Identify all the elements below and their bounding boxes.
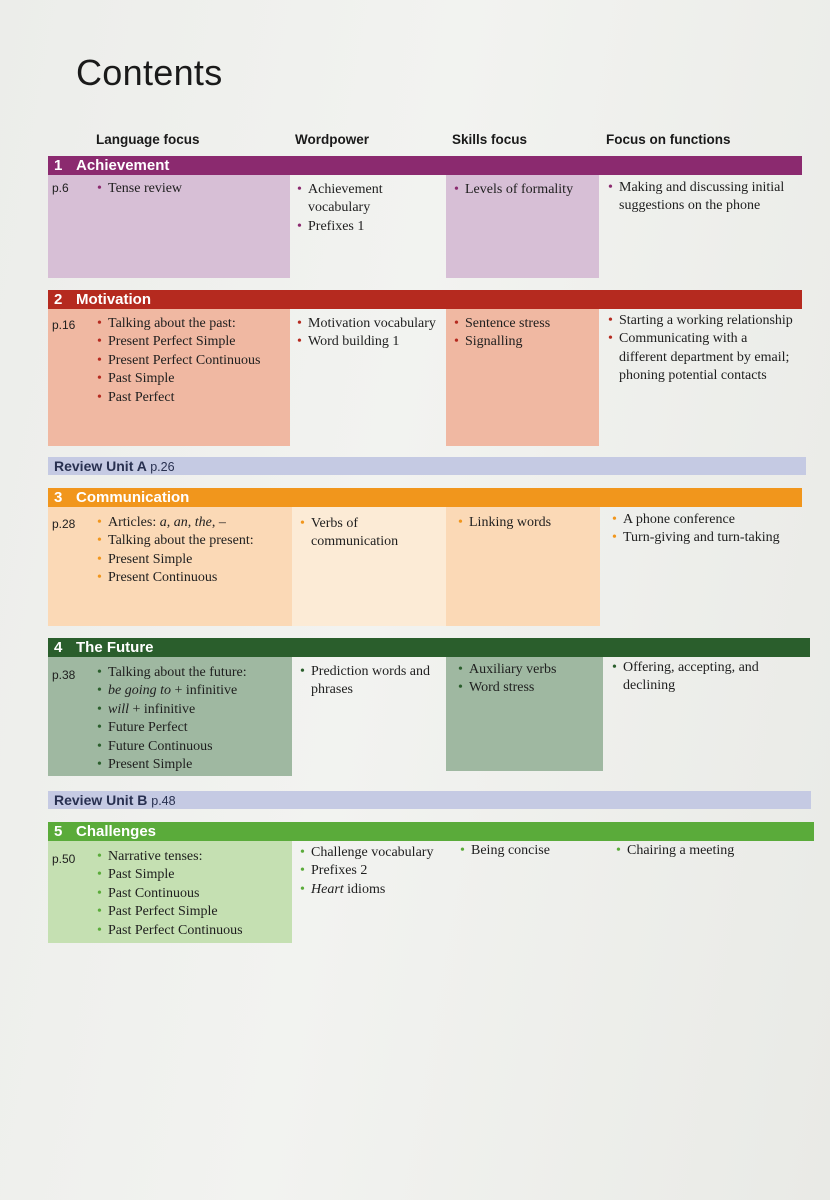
unit-3-skills-list bbox=[458, 514, 598, 532]
list-item: • Prefixes 1 bbox=[297, 218, 445, 236]
column-header-wordpower: Wordpower bbox=[295, 132, 369, 147]
unit-4-functions-list bbox=[612, 659, 807, 696]
page-title: Contents bbox=[76, 52, 223, 93]
unit-5-wordpower-list bbox=[300, 844, 450, 899]
list-item: • Linking words bbox=[458, 514, 598, 532]
list-item: • Word building 1 bbox=[297, 333, 445, 351]
unit-2-language-list bbox=[97, 315, 289, 407]
unit-4-wordpower-list bbox=[300, 663, 443, 700]
list-item: • Past Perfect Continuous bbox=[97, 922, 289, 940]
unit-4-page-ref: p.38 bbox=[52, 668, 76, 682]
unit-number: 1 bbox=[54, 157, 63, 174]
list-item: • Present Simple bbox=[97, 756, 289, 774]
unit-3-language-list bbox=[97, 514, 289, 588]
unit-4-language-list bbox=[97, 664, 289, 774]
list-item: • Past Continuous bbox=[97, 885, 289, 903]
list-item: • Levels of formality bbox=[454, 181, 599, 199]
list-item: • Sentence stress bbox=[454, 315, 599, 333]
list-item: • Being concise bbox=[460, 842, 600, 860]
list-item: • Future Continuous bbox=[97, 738, 289, 756]
unit-title: Communication bbox=[76, 489, 190, 506]
unit-2-functions-list bbox=[608, 312, 793, 386]
unit-2-wordpower-list bbox=[297, 315, 445, 352]
unit-5-functions-list bbox=[616, 842, 806, 860]
list-item: • Motivation vocabulary bbox=[297, 315, 445, 333]
unit-5-language-list bbox=[97, 848, 289, 940]
list-item: • Verbs of communication bbox=[300, 515, 443, 552]
review-unit-page-ref: p.48 bbox=[151, 794, 176, 808]
list-item: • Turn-giving and turn-taking bbox=[612, 529, 807, 547]
list-item: • Prefixes 2 bbox=[300, 862, 450, 880]
list-item: • Communicating with a different department by email; phoning potential contacts bbox=[608, 330, 793, 385]
list-item: • Signalling bbox=[454, 333, 599, 351]
unit-1-wordpower-list bbox=[297, 181, 445, 236]
list-item: • be going to + infinitive bbox=[97, 682, 289, 700]
unit-number: 4 bbox=[54, 639, 63, 656]
unit-title: Motivation bbox=[76, 291, 151, 308]
list-item: • Challenge vocabulary bbox=[300, 844, 450, 862]
unit-4-skills-list bbox=[458, 661, 601, 698]
unit-2-page-ref: p.16 bbox=[52, 318, 76, 332]
list-item: • Tense review bbox=[97, 180, 287, 198]
unit-4-header bbox=[48, 638, 810, 657]
unit-2-skills-list bbox=[454, 315, 599, 352]
unit-3-wordpower-list bbox=[300, 515, 443, 552]
unit-2-header bbox=[48, 290, 802, 309]
unit-number: 3 bbox=[54, 489, 63, 506]
unit-3-page-ref: p.28 bbox=[52, 517, 76, 531]
column-header-focus-on-functions: Focus on functions bbox=[606, 132, 731, 147]
list-item: • Past Perfect bbox=[97, 389, 289, 407]
list-item: • will + infinitive bbox=[97, 701, 289, 719]
review-unit-label: Review Unit B bbox=[54, 792, 148, 808]
list-item: • Chairing a meeting bbox=[616, 842, 806, 860]
unit-number: 5 bbox=[54, 823, 63, 840]
list-item: • Articles: a, an, the, – bbox=[97, 514, 289, 532]
list-item: • Word stress bbox=[458, 679, 601, 697]
column-header-skills-focus: Skills focus bbox=[452, 132, 528, 147]
list-item: • Narrative tenses: bbox=[97, 848, 289, 866]
unit-3-header bbox=[48, 488, 802, 507]
list-item: • Past Perfect Simple bbox=[97, 903, 289, 921]
unit-1-page-ref: p.6 bbox=[52, 181, 69, 195]
list-item: • Heart idioms bbox=[300, 881, 450, 899]
unit-1-language-list bbox=[97, 180, 287, 198]
unit-1-functions-list bbox=[608, 179, 793, 216]
list-item: • Future Perfect bbox=[97, 719, 289, 737]
review-unit-b-bar bbox=[48, 791, 811, 809]
unit-5-header bbox=[48, 822, 814, 841]
unit-title: The Future bbox=[76, 639, 154, 656]
unit-3-functions-list bbox=[612, 511, 807, 548]
list-item: • Starting a working relationship bbox=[608, 312, 793, 330]
list-item: • Talking about the present: bbox=[97, 532, 289, 550]
unit-5-page-ref: p.50 bbox=[52, 852, 76, 866]
list-item: • Talking about the future: bbox=[97, 664, 289, 682]
list-item: • Offering, accepting, and declining bbox=[612, 659, 807, 696]
list-item: • Present Perfect Continuous bbox=[97, 352, 289, 370]
list-item: • Talking about the past: bbox=[97, 315, 289, 333]
list-item: • Present Continuous bbox=[97, 569, 289, 587]
unit-number: 2 bbox=[54, 291, 63, 308]
unit-title: Achievement bbox=[76, 157, 170, 174]
list-item: • Achievement vocabulary bbox=[297, 181, 445, 218]
review-unit-a-bar bbox=[48, 457, 806, 475]
unit-5-skills-list bbox=[460, 842, 600, 860]
unit-1-skills-list bbox=[454, 181, 599, 199]
list-item: • Past Simple bbox=[97, 866, 289, 884]
list-item: • Present Simple bbox=[97, 551, 289, 569]
list-item: • Present Perfect Simple bbox=[97, 333, 289, 351]
list-item: • Past Simple bbox=[97, 370, 289, 388]
list-item: • Auxiliary verbs bbox=[458, 661, 601, 679]
list-item: • Making and discussing initial suggestions on the phone bbox=[608, 179, 793, 216]
review-unit-page-ref: p.26 bbox=[150, 460, 175, 474]
list-item: • A phone conference bbox=[612, 511, 807, 529]
unit-1-header bbox=[48, 156, 802, 175]
unit-title: Challenges bbox=[76, 823, 157, 840]
list-item: • Prediction words and phrases bbox=[300, 663, 443, 700]
review-unit-label: Review Unit A bbox=[54, 458, 147, 474]
column-header-language-focus: Language focus bbox=[96, 132, 200, 147]
